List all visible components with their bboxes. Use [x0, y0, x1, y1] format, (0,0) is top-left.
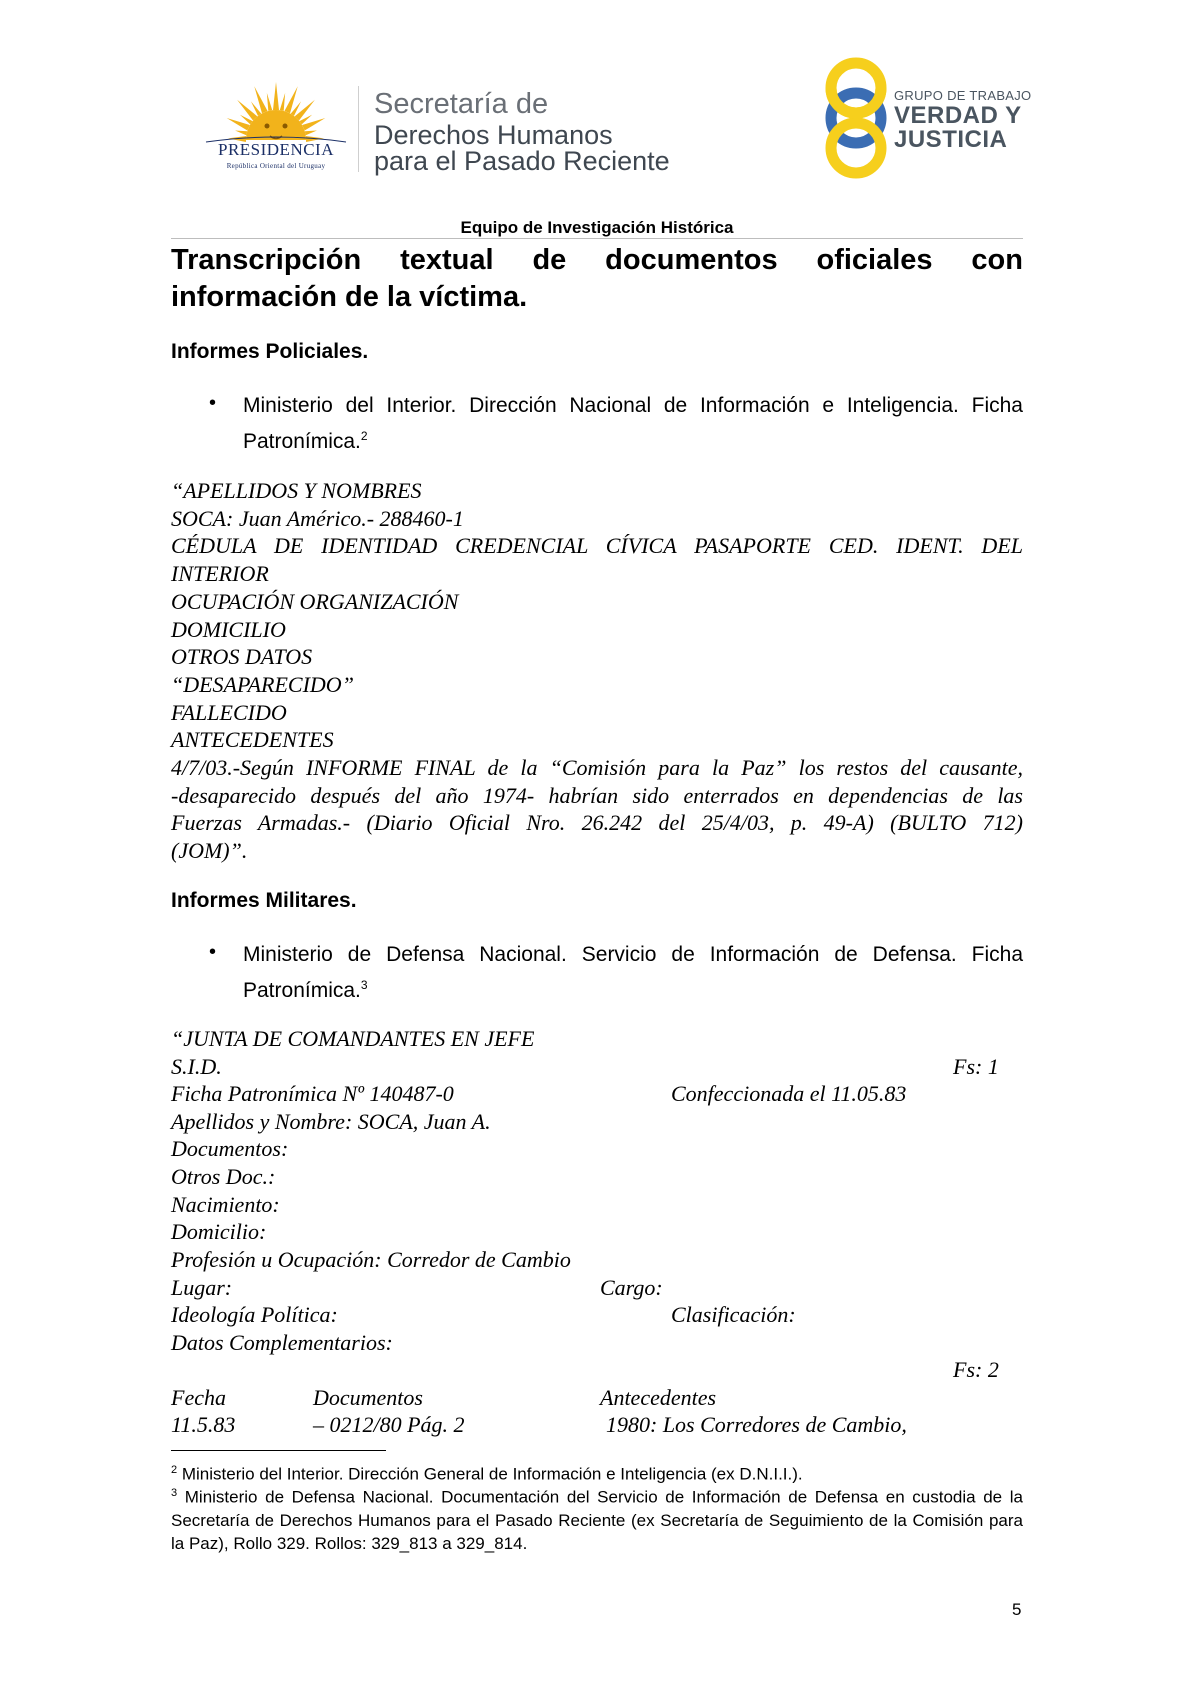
doc-line: “APELLIDOS Y NOMBRES [171, 478, 422, 503]
row-fecha: 11.5.83 [171, 1412, 236, 1437]
row-antecedentes: 1980: Los Corredores de Cambio, [606, 1412, 907, 1437]
secretaria-line-3: para el Pasado Reciente [374, 146, 670, 176]
otros-doc-line: Otros Doc.: [171, 1164, 276, 1189]
doc-line: OTROS DATOS [171, 644, 313, 670]
police-bullet-text: Ministerio del Interior. Dirección Nacional de Información e Inteligencia. Ficha Patronímica.$^2$ [243, 394, 1023, 453]
profesion-line: Profesión u Ocupación: Corredor de Cambio [171, 1247, 571, 1272]
bullet-marker: • [209, 392, 217, 414]
military-bullet-text: Ministerio de Defensa Nacional. Servicio de Información de Defensa. Ficha Patronímica.$^3$ [243, 943, 1023, 1002]
col-header-documentos: Documentos [313, 1385, 423, 1410]
folio-2: Fs: 2 [953, 1357, 999, 1382]
verdad-label: VERDAD Y [894, 102, 1022, 129]
doc-line: -desaparecido después del año 1974- habrían sido enterrados en dependencias de las [171, 782, 1023, 808]
footnote-ref: 3 [360, 978, 368, 992]
doc-line: DOMICILIO [171, 616, 286, 642]
domicilio-line: Domicilio: [171, 1219, 267, 1244]
doc-line: Fuerzas Armadas.- (Diario Oficial Nro. 26.242 del 25/4/03, p. 49-A) (BULTO 712) [171, 810, 1023, 836]
header-rule [171, 238, 1023, 239]
doc-line: ANTECEDENTES [171, 727, 334, 753]
lugar-line: Lugar: [171, 1275, 233, 1300]
bullet-marker: • [209, 941, 217, 963]
page-title: Transcripción textual de documentos oficiales con información de la víctima. [171, 244, 1023, 313]
junta-line: “JUNTA DE COMANDANTES EN JEFE [171, 1026, 535, 1051]
secretaria-line-1: Secretaría de [374, 88, 549, 120]
sid-line: S.I.D. [171, 1054, 222, 1079]
doc-line: FALLECIDO [171, 699, 287, 725]
row-documentos: – 0212/80 Pág. 2 [313, 1412, 465, 1437]
clasificacion-line: Clasificación: [671, 1302, 796, 1327]
doc-line: (JOM)”. [171, 838, 248, 864]
folio-1: Fs: 1 [953, 1054, 999, 1079]
nacimiento-line: Nacimiento: [171, 1192, 280, 1217]
confeccionada-date: Confeccionada el 11.05.83 [671, 1081, 907, 1106]
ideologia-line: Ideología Política: [171, 1302, 338, 1327]
doc-line: 4/7/03.-Según INFORME FINAL de la “Comisión para la Paz” los restos del causante, [171, 755, 1023, 781]
doc-line: INTERIOR [171, 561, 269, 587]
doc-line: OCUPACIÓN ORGANIZACIÓN [171, 588, 459, 614]
justicia-label: JUSTICIA [894, 126, 1008, 153]
documentos-line: Documentos: [171, 1136, 289, 1161]
police-ficha-transcription [171, 477, 1023, 865]
footnote-2: $^2$ Ministerio del Interior. Dirección General de Información e Inteligencia (ex D.N.I.I.). [171, 1464, 803, 1484]
footnote-3: $^3$ Ministerio de Defensa Nacional. Documentación del Servicio de Información de Defensa en custodia de la Secretaría de Derechos Humanos para el Pasado Reciente (ex Secretaría de Seguimiento de la Comisión para la Paz), Rollo 329. Rollos: 329_813 a 329_814. [171, 1487, 1023, 1553]
footnote-ref: 2 [360, 429, 368, 443]
police-reports-heading: Informes Policiales. [171, 340, 369, 363]
col-header-antecedentes: Antecedentes [600, 1385, 717, 1410]
verdad-justicia-rings-logo [816, 55, 896, 181]
secretaria-line-2: Derechos Humanos [374, 120, 613, 150]
page-number: 5 [1012, 1600, 1022, 1619]
footnote-separator [171, 1450, 386, 1451]
team-heading: Equipo de Investigación Histórica [460, 218, 734, 237]
datos-complementarios-line: Datos Complementarios: [171, 1330, 393, 1355]
doc-line: “DESAPARECIDO” [171, 671, 354, 697]
doc-line: CÉDULA DE IDENTIDAD CREDENCIAL CÍVICA PASAPORTE CED. IDENT. DEL [171, 533, 1023, 559]
military-reports-heading: Informes Militares. [171, 889, 357, 912]
presidencia-name: PRESIDENCIA [217, 140, 334, 159]
col-header-fecha: Fecha [171, 1385, 226, 1410]
apellidos-line: Apellidos y Nombre: SOCA, Juan A. [171, 1109, 491, 1134]
doc-line: SOCA: Juan Américo.- 288460-1 [171, 505, 464, 531]
header-divider [358, 86, 359, 172]
presidencia-subtitle: República Oriental del Uruguay [226, 162, 326, 170]
ficha-number: Ficha Patronímica Nº 140487-0 [171, 1081, 454, 1106]
grupo-trabajo-label: GRUPO DE TRABAJO [894, 88, 1032, 103]
cargo-line: Cargo: [600, 1275, 663, 1300]
